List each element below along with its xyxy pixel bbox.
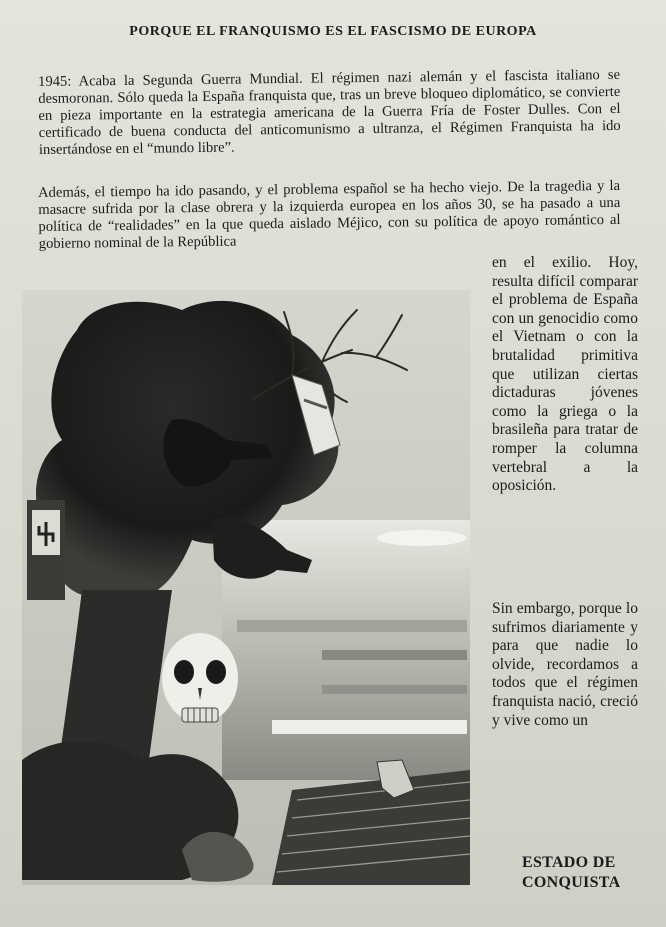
collage-illustration [22,290,470,885]
closing-statement [522,853,642,893]
page-title: PORQUE EL FRANQUISMO ES EL FASCISMO DE EUROPA [129,24,537,39]
closing-line-2: CONQUISTA [522,874,621,891]
right-column-text-1: en el exilio. Hoy, resulta difícil comparar el problema de España con un genocidio como el Vietnam o con la brutalidad primitiva que utilizan ciertas dictaduras jóvenes como la griega o la brasileña para tratar de romper la columna vertebral a la oposición. [492,254,638,495]
skull-icon [162,633,238,723]
second-paragraph: Además, el tiempo ha ido pasando, y el problema español se ha hecho viejo. De la tragedia y la masacre sufrida por la clase obrera y la izquierda europea en los años 30, se ha pasado a una política de “realidades” en la que queda aislado Méjico, con su política de apoyo romántico al gobierno nominal de la República [38,177,621,252]
right-column-text-2: Sin embargo, porque lo sufrimos diariamente y para que nadie lo olvide, recordamos a todos que el régimen franquista nació, creció y vive como un [492,600,638,729]
intro-paragraph: 1945: Acaba la Segunda Guerra Mundial. El régimen nazi alemán y el fascista italiano se desmoronan. Sólo queda la España franquista que, tras un breve bloqueo diplomático, se convierte en pieza importante en la estrategia americana de la Guerra Fría de Foster Dulles. Con el certificado de buena conducta del anticomunismo a ultranza, el Régimen Franquista ha ido insertándose en el “mundo libre”. [38,66,621,158]
closing-line-1: ESTADO DE [522,854,616,871]
collage-artwork [22,290,470,885]
